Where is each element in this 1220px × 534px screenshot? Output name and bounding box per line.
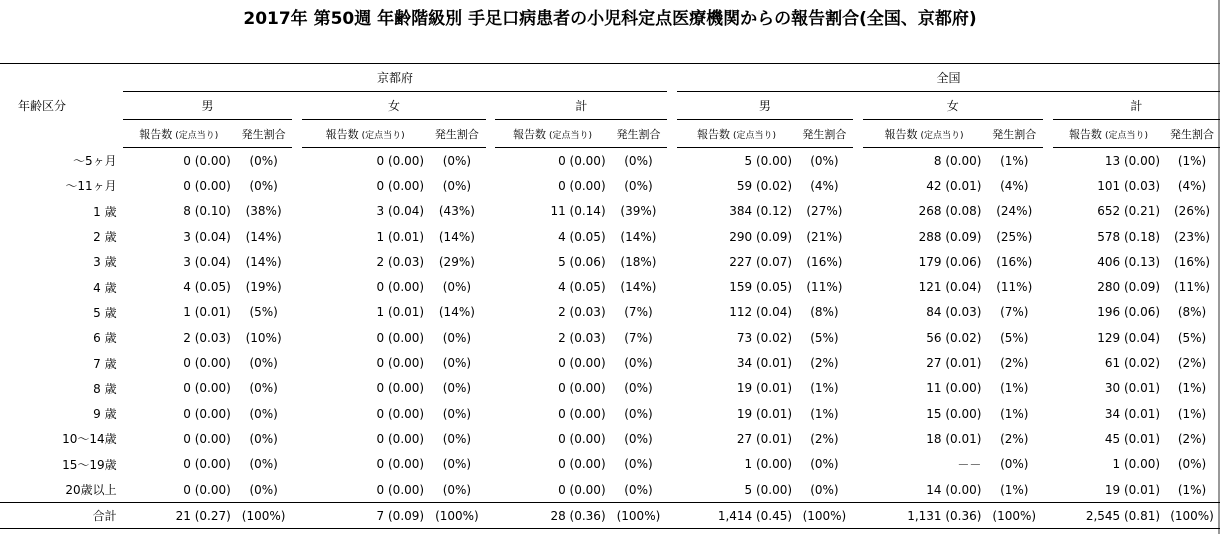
rate-cell: (0%) xyxy=(624,381,653,396)
report-count-cell: 0 (0.00) xyxy=(558,431,606,446)
report-count-cell: 0 (0.00) xyxy=(183,431,231,446)
report-count-cell: 18 (0.01) xyxy=(926,431,982,446)
rate-cell: (0%) xyxy=(442,406,472,421)
report-count-cell: 0 (0.00) xyxy=(558,381,606,396)
age-label: 合計 xyxy=(0,503,123,529)
rate-header: 発生割合 xyxy=(985,120,1043,148)
rate-cell: (0%) xyxy=(1177,457,1207,472)
report-count-cell: 0 (0.00) xyxy=(558,153,606,168)
rate-cell: (1%) xyxy=(1000,406,1029,421)
rate-cell: (0%) xyxy=(442,457,472,472)
report-count-cell: 56 (0.02) xyxy=(926,330,982,345)
rate-cell: (14%) xyxy=(438,229,475,244)
rate-cell: (10%) xyxy=(245,330,282,345)
rate-cell: (1%) xyxy=(1177,406,1207,421)
rate-cell: (8%) xyxy=(810,305,839,320)
report-label: 報告数 xyxy=(1068,127,1102,141)
rate-cell: (16%) xyxy=(806,254,843,269)
report-count-cell: 4 (0.05) xyxy=(558,229,606,244)
report-count-cell: 84 (0.03) xyxy=(926,305,982,320)
total-row xyxy=(0,503,1220,529)
sex-header: 女 xyxy=(302,92,486,120)
rate-cell: (1%) xyxy=(1177,381,1207,396)
report-count-cell: 2 (0.03) xyxy=(183,330,231,345)
rate-cell: (0%) xyxy=(810,457,839,472)
report-count-cell: 406 (0.13) xyxy=(1097,254,1161,269)
rate-cell: (1%) xyxy=(1000,153,1029,168)
rate-cell: (100%) xyxy=(1164,503,1220,529)
rate-header: 発生割合 xyxy=(796,120,853,148)
report-count-cell: 0 (0.00) xyxy=(183,482,231,497)
report-label: 報告数 xyxy=(513,127,547,141)
report-count-cell: 0 (0.00) xyxy=(183,457,231,472)
rate-cell: (11%) xyxy=(996,280,1033,295)
table-row xyxy=(0,325,1220,350)
rate-cell: (0%) xyxy=(624,356,653,371)
report-count-cell: 121 (0.04) xyxy=(918,280,982,295)
report-count-cell: 268 (0.08) xyxy=(918,204,982,219)
report-count-cell: 0 (0.00) xyxy=(558,457,606,472)
report-count-cell: 0 (0.00) xyxy=(183,381,231,396)
report-count-cell: 159 (0.05) xyxy=(729,280,793,295)
page-title: 2017年 第50週 年齢階級別 手足口病患者の小児科定点医療機関からの報告割合(全国、京都府) xyxy=(243,9,977,29)
report-label: 報告数 xyxy=(139,127,173,141)
report-count-cell: 0 (0.00) xyxy=(376,356,425,371)
report-count-cell: 0 (0.00) xyxy=(558,356,606,371)
rate-cell: (100%) xyxy=(985,503,1043,529)
age-label: 10～14歳 xyxy=(62,432,117,447)
report-count-cell: 1 (0.01) xyxy=(183,305,231,320)
rate-cell: (1%) xyxy=(810,381,839,396)
rate-cell: (0%) xyxy=(442,153,472,168)
rate-cell: (0%) xyxy=(624,482,653,497)
per-site-label: (定点当り) xyxy=(920,130,964,141)
report-count-cell: 3 (0.04) xyxy=(376,204,425,219)
report-label: 報告数 xyxy=(884,127,918,141)
report-count-header xyxy=(495,120,609,148)
data-table xyxy=(0,63,1220,529)
report-count-cell: 652 (0.21) xyxy=(1097,204,1161,219)
report-count-cell: 0 (0.00) xyxy=(376,178,425,193)
report-count-cell: 8 (0.00) xyxy=(933,153,982,168)
rate-cell: (0%) xyxy=(249,153,278,168)
rate-cell: (7%) xyxy=(624,305,653,320)
rate-cell: (2%) xyxy=(810,431,839,446)
sex-header: 計 xyxy=(495,92,667,120)
rate-cell: (0%) xyxy=(624,457,653,472)
rate-cell: (16%) xyxy=(996,254,1033,269)
report-count-cell: 3 (0.04) xyxy=(183,229,231,244)
report-count-cell: 129 (0.04) xyxy=(1097,330,1161,345)
rate-cell: (14%) xyxy=(245,254,282,269)
rate-cell: (5%) xyxy=(1177,330,1207,345)
report-count-cell: 1 (0.00) xyxy=(1112,457,1161,472)
rate-cell: (5%) xyxy=(249,305,278,320)
report-count-cell: 27 (0.01) xyxy=(926,356,982,371)
rate-cell: (0%) xyxy=(1000,457,1029,472)
rate-cell: (0%) xyxy=(249,381,278,396)
report-count-cell: 4 (0.05) xyxy=(558,280,606,295)
age-label: 4 歳 xyxy=(93,280,117,295)
age-label: 3 歳 xyxy=(93,255,117,270)
sex-header: 男 xyxy=(677,92,853,120)
report-count-cell: 1 (0.00) xyxy=(744,457,793,472)
report-count-cell: 15 (0.00) xyxy=(926,406,982,421)
per-site-label: (定点当り) xyxy=(733,130,777,141)
rate-cell: (0%) xyxy=(442,280,472,295)
per-site-label: (定点当り) xyxy=(175,130,219,141)
report-count-cell: 2,545 (0.81) xyxy=(1053,503,1164,529)
table-row xyxy=(0,452,1220,477)
rate-cell: (5%) xyxy=(1000,330,1029,345)
rate-cell: (0%) xyxy=(249,356,278,371)
rate-cell: (4%) xyxy=(1000,178,1029,193)
report-count-cell: 280 (0.09) xyxy=(1097,280,1161,295)
rate-cell: (39%) xyxy=(620,204,657,219)
age-label: 20歳以上 xyxy=(65,483,117,497)
rate-header: 発生割合 xyxy=(235,120,293,148)
rate-cell: (2%) xyxy=(1000,431,1029,446)
report-count-cell: 14 (0.00) xyxy=(926,482,982,497)
report-count-cell: 34 (0.01) xyxy=(736,356,793,371)
report-count-cell: 101 (0.03) xyxy=(1097,178,1161,193)
rate-cell: (0%) xyxy=(249,406,278,421)
report-count-cell: 578 (0.18) xyxy=(1097,229,1161,244)
rate-cell: (23%) xyxy=(1174,229,1211,244)
report-count-cell: 61 (0.02) xyxy=(1104,356,1161,371)
report-count-cell: 0 (0.00) xyxy=(183,178,231,193)
rate-cell: (2%) xyxy=(810,356,839,371)
rate-cell: (1%) xyxy=(810,406,839,421)
age-label: 15～19歳 xyxy=(62,457,117,472)
table-row xyxy=(0,249,1220,274)
report-count-cell: 0 (0.00) xyxy=(183,356,231,371)
rate-cell: (11%) xyxy=(806,280,843,295)
report-label: 報告数 xyxy=(325,127,359,141)
report-count-cell: 0 (0.00) xyxy=(558,482,606,497)
report-count-cell: 2 (0.03) xyxy=(558,305,606,320)
report-count-cell: 179 (0.06) xyxy=(918,254,982,269)
report-count-cell: 0 (0.00) xyxy=(376,431,425,446)
rate-cell: (14%) xyxy=(620,229,657,244)
rate-cell: (25%) xyxy=(996,229,1033,244)
report-count-cell: 2 (0.03) xyxy=(558,330,606,345)
rate-cell: (14%) xyxy=(245,229,282,244)
report-count-cell: 13 (0.00) xyxy=(1104,153,1161,168)
rate-cell: (8%) xyxy=(1177,305,1207,320)
rate-cell: (21%) xyxy=(806,229,843,244)
report-count-cell: 1 (0.01) xyxy=(376,229,425,244)
table-row xyxy=(0,173,1220,198)
rate-cell: (2%) xyxy=(1000,356,1029,371)
rate-cell: (7%) xyxy=(1000,305,1029,320)
rate-cell: (7%) xyxy=(624,330,653,345)
report-count-cell: 3 (0.04) xyxy=(183,254,231,269)
report-count-cell: 0 (0.00) xyxy=(376,381,425,396)
age-label: ～11ヶ月 xyxy=(65,179,117,194)
sex-header: 計 xyxy=(1053,92,1220,120)
report-count-cell: 290 (0.09) xyxy=(729,229,793,244)
age-header: 年齢区分 xyxy=(0,64,123,148)
report-count-cell: 21 (0.27) xyxy=(123,503,235,529)
report-count-cell: 4 (0.05) xyxy=(183,280,231,295)
report-count-cell: 5 (0.00) xyxy=(744,482,793,497)
rate-cell: (14%) xyxy=(438,305,475,320)
report-count-cell: 42 (0.01) xyxy=(926,178,982,193)
report-count-cell: 0 (0.00) xyxy=(376,153,425,168)
rate-header: 発生割合 xyxy=(610,120,668,148)
rate-cell: (29%) xyxy=(438,254,475,269)
table-row xyxy=(0,376,1220,401)
report-count-cell: 28 (0.36) xyxy=(495,503,609,529)
report-count-header xyxy=(863,120,986,148)
report-count-cell: 19 (0.01) xyxy=(736,381,793,396)
table-row xyxy=(0,426,1220,451)
report-count-cell: 1 (0.01) xyxy=(376,305,425,320)
age-label: 9 歳 xyxy=(93,407,117,422)
rate-cell: (43%) xyxy=(438,204,475,219)
report-count-cell: 19 (0.01) xyxy=(1104,482,1161,497)
rate-cell: (100%) xyxy=(610,503,668,529)
rate-cell: (27%) xyxy=(806,204,843,219)
rate-cell: (1%) xyxy=(1000,381,1029,396)
report-count-cell: 0 (0.00) xyxy=(376,457,425,472)
rate-cell: (1%) xyxy=(1177,482,1207,497)
report-count-cell: 288 (0.09) xyxy=(918,229,982,244)
report-count-cell: 30 (0.01) xyxy=(1104,381,1161,396)
rate-cell: (0%) xyxy=(624,153,653,168)
report-count-cell: 0 (0.00) xyxy=(376,482,425,497)
report-count-cell: 0 (0.00) xyxy=(376,280,425,295)
rate-cell: (0%) xyxy=(249,482,278,497)
table-row xyxy=(0,224,1220,249)
report-count-cell: 19 (0.01) xyxy=(736,406,793,421)
report-count-cell: 0 (0.00) xyxy=(376,406,425,421)
rate-header: 発生割合 xyxy=(428,120,486,148)
rate-cell: (19%) xyxy=(245,280,282,295)
report-count-cell: 2 (0.03) xyxy=(376,254,425,269)
report-count-cell: 5 (0.06) xyxy=(558,254,606,269)
age-label: 1 歳 xyxy=(93,204,117,219)
report-count-cell: 196 (0.06) xyxy=(1097,305,1161,320)
rate-cell: (1%) xyxy=(1177,153,1207,168)
age-label: ～5ヶ月 xyxy=(72,153,117,168)
age-label: 6 歳 xyxy=(93,331,117,346)
table-row xyxy=(0,477,1220,503)
rate-cell: (18%) xyxy=(620,254,657,269)
region-national: 全国 xyxy=(677,64,1220,92)
table-row xyxy=(0,401,1220,426)
report-label: 報告数 xyxy=(697,127,731,141)
report-count-cell: 0 (0.00) xyxy=(558,178,606,193)
age-label: 8 歳 xyxy=(93,381,117,396)
rate-cell: (2%) xyxy=(1177,431,1207,446)
report-count-header xyxy=(677,120,796,148)
report-count-cell: 227 (0.07) xyxy=(729,254,793,269)
rate-cell: (11%) xyxy=(1174,280,1211,295)
report-count-cell: 8 (0.10) xyxy=(183,204,231,219)
report-count-cell: 384 (0.12) xyxy=(729,204,793,219)
rate-cell: (24%) xyxy=(996,204,1033,219)
rate-cell: (1%) xyxy=(1000,482,1029,497)
rate-cell: (0%) xyxy=(624,431,653,446)
rate-cell: (14%) xyxy=(620,280,657,295)
table-row xyxy=(0,274,1220,299)
report-count-cell: 34 (0.01) xyxy=(1104,406,1161,421)
rate-cell: (0%) xyxy=(249,178,278,193)
per-site-label: (定点当り) xyxy=(1104,130,1148,141)
report-count-cell: 7 (0.09) xyxy=(302,503,428,529)
rate-cell: (100%) xyxy=(235,503,293,529)
report-count-cell: 27 (0.01) xyxy=(736,431,793,446)
report-count-cell: 59 (0.02) xyxy=(736,178,793,193)
age-label: 2 歳 xyxy=(93,230,117,245)
rate-cell: (4%) xyxy=(810,178,839,193)
report-count-cell: 112 (0.04) xyxy=(729,305,793,320)
sex-header: 男 xyxy=(123,92,293,120)
report-count-cell: 45 (0.01) xyxy=(1104,431,1161,446)
rate-cell: (0%) xyxy=(442,330,472,345)
table-row xyxy=(0,199,1220,224)
report-count-cell: 1,414 (0.45) xyxy=(677,503,796,529)
report-count-cell: 73 (0.02) xyxy=(736,330,793,345)
rate-cell: (38%) xyxy=(245,204,282,219)
rate-cell: (0%) xyxy=(442,381,472,396)
report-count-cell: 0 (0.00) xyxy=(376,330,425,345)
rate-cell: (100%) xyxy=(796,503,853,529)
age-label: 7 歳 xyxy=(93,356,117,371)
report-count-cell: 1,131 (0.36) xyxy=(863,503,986,529)
report-count-cell: 0 (0.00) xyxy=(183,153,231,168)
report-count-cell: 11 (0.00) xyxy=(926,381,982,396)
per-site-label: (定点当り) xyxy=(361,130,405,141)
rate-cell: (0%) xyxy=(810,482,839,497)
rate-cell: (0%) xyxy=(624,406,653,421)
rate-cell: (100%) xyxy=(428,503,486,529)
sex-header: 女 xyxy=(863,92,1044,120)
rate-cell: (0%) xyxy=(249,431,278,446)
per-site-label: (定点当り) xyxy=(549,130,593,141)
rate-cell: (0%) xyxy=(442,356,472,371)
rate-cell: (0%) xyxy=(442,178,472,193)
rate-cell: (0%) xyxy=(442,482,472,497)
report-count-header xyxy=(123,120,235,148)
report-count-header xyxy=(1053,120,1164,148)
rate-cell: (16%) xyxy=(1174,254,1211,269)
rate-cell: (4%) xyxy=(1177,178,1207,193)
rate-cell: (0%) xyxy=(249,457,278,472)
table-row xyxy=(0,148,1220,174)
age-label: 5 歳 xyxy=(93,305,117,320)
rate-header: 発生割合 xyxy=(1164,120,1220,148)
report-count-cell: －－ xyxy=(957,457,982,472)
table-row xyxy=(0,350,1220,375)
report-count-cell: 11 (0.14) xyxy=(550,204,606,219)
rate-cell: (26%) xyxy=(1174,204,1211,219)
region-kyoto: 京都府 xyxy=(123,64,668,92)
rate-cell: (0%) xyxy=(810,153,839,168)
rate-cell: (0%) xyxy=(442,431,472,446)
report-count-cell: 5 (0.00) xyxy=(744,153,793,168)
report-count-header xyxy=(302,120,428,148)
report-count-cell: 0 (0.00) xyxy=(183,406,231,421)
rate-cell: (5%) xyxy=(810,330,839,345)
rate-cell: (2%) xyxy=(1177,356,1207,371)
table-row xyxy=(0,300,1220,325)
rate-cell: (0%) xyxy=(624,178,653,193)
report-count-cell: 0 (0.00) xyxy=(558,406,606,421)
